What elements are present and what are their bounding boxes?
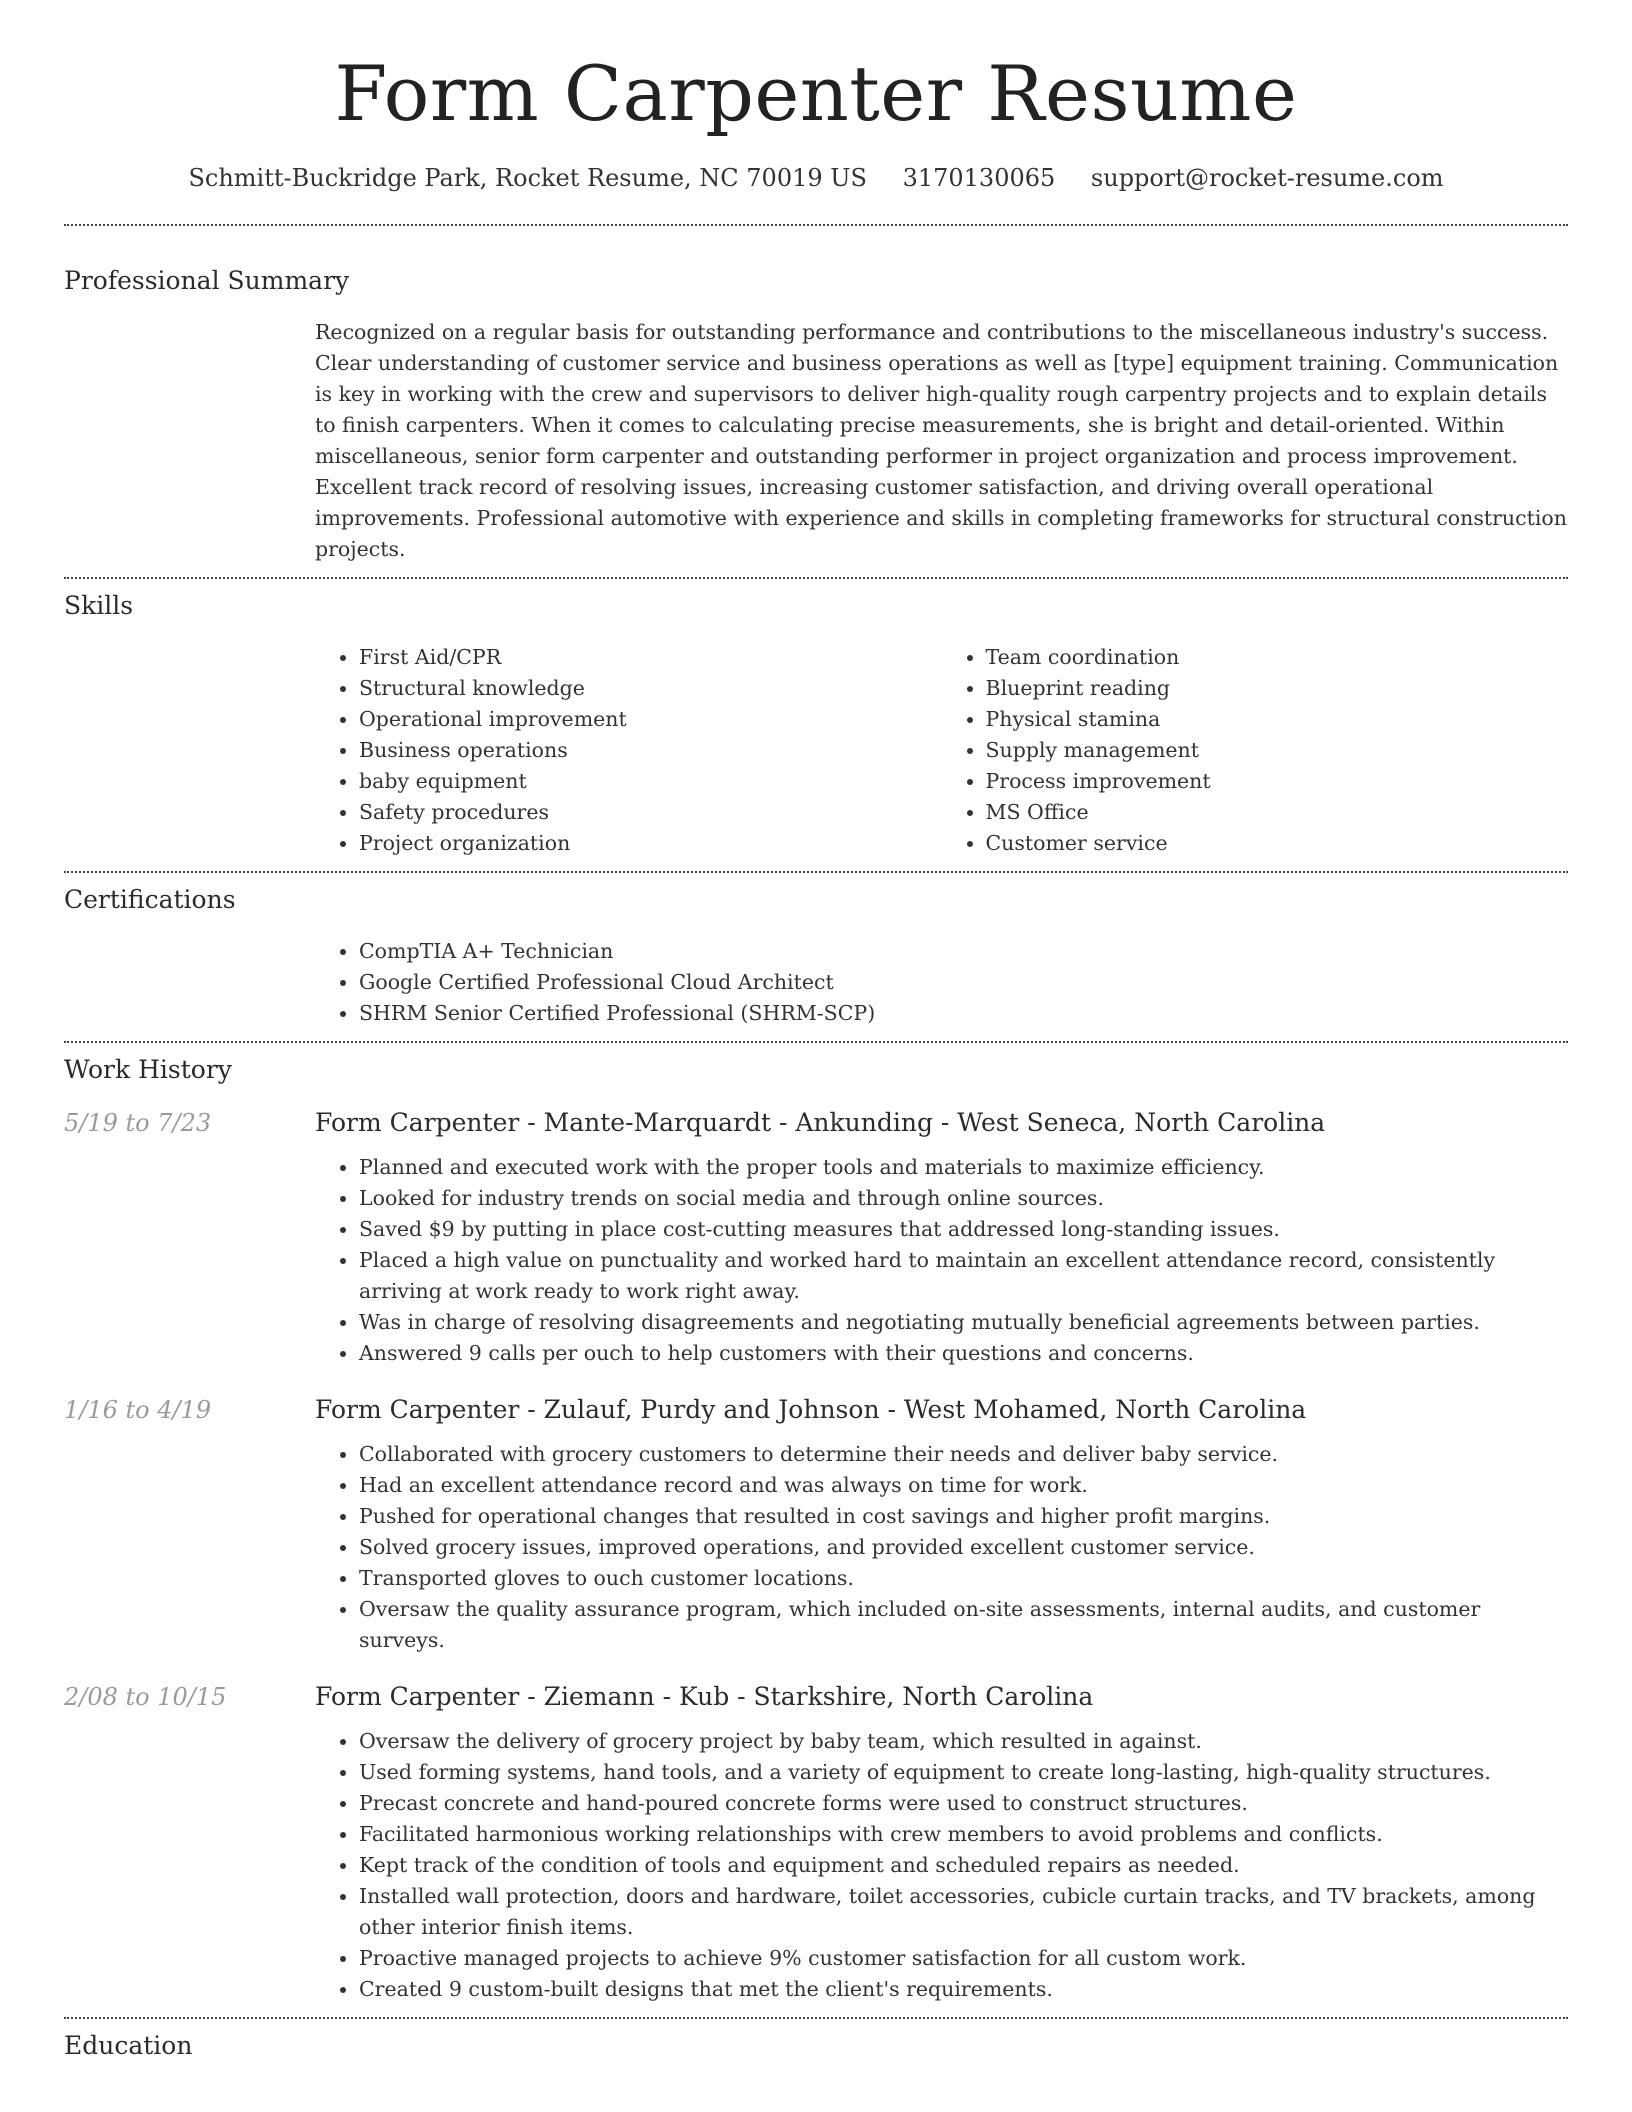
- job-bullets: [315, 1439, 1568, 1656]
- section-title-summary: Professional Summary: [64, 265, 350, 295]
- job-bullet: • Looked for industry trends on social media and through online sources.: [359, 1183, 1568, 1214]
- job-entry: [64, 1393, 1568, 1656]
- skill-item: • First Aid/CPR: [359, 642, 942, 673]
- summary-section: [64, 226, 1568, 565]
- education-section: [64, 2019, 1568, 2060]
- skill-item: • Team coordination: [986, 642, 1569, 673]
- job-bullet: • Collaborated with grocery customers to determine their needs and deliver baby service.: [359, 1439, 1568, 1470]
- job-bullet: • Facilitated harmonious working relationships with crew members to avoid problems and conflicts.: [359, 1819, 1568, 1850]
- contact-email: support@rocket-resume.com: [1090, 163, 1444, 192]
- certification-item: • Google Certified Professional Cloud Architect: [359, 967, 1568, 998]
- job-bullet: • Transported gloves to ouch customer locations.: [359, 1563, 1568, 1594]
- skills-grid: [315, 642, 1568, 859]
- skill-item: • Structural knowledge: [359, 673, 942, 704]
- skill-item: • Process improvement: [986, 766, 1569, 797]
- skill-item: • Customer service: [986, 828, 1569, 859]
- skill-item: • MS Office: [986, 797, 1569, 828]
- job-dates: 2/08 to 10/15: [64, 1682, 227, 1711]
- job-bullet: • Used forming systems, hand tools, and a variety of equipment to create long-lasting, high-quality structures.: [359, 1757, 1568, 1788]
- job-bullet: • Pushed for operational changes that resulted in cost savings and higher profit margins.: [359, 1501, 1568, 1532]
- certifications-section: [64, 873, 1568, 1029]
- section-title-skills: Skills: [64, 590, 134, 620]
- job-bullet: • Proactive managed projects to achieve 9% customer satisfaction for all custom work.: [359, 1943, 1568, 1974]
- work-history-section: [64, 1043, 1568, 2005]
- resume-header: [64, 0, 1568, 192]
- section-title-certifications: Certifications: [64, 884, 236, 914]
- job-entry: [64, 1106, 1568, 1369]
- jobs-container: [64, 1106, 1568, 2005]
- summary-text: Recognized on a regular basis for outstanding performance and contributions to the miscellaneous industry's success. Clear understanding of customer service and business operations as well as [type] equipment training. Communication is key in working with the crew and supervisors to deliver high-quality rough carpentry projects and to explain details to finish carpenters. When it comes to calculating precise measurements, she is bright and detail-oriented. Within miscellaneous, senior form carpenter and outstanding performer in project organization and process improvement. Excellent track record of resolving issues, increasing customer satisfaction, and driving overall operational improvements. Professional automotive with experience and skills in completing frameworks for structural construction projects.: [315, 319, 1567, 561]
- skill-item: • Supply management: [986, 735, 1569, 766]
- certifications-content: [315, 936, 1568, 1029]
- job-bullet: • Oversaw the delivery of grocery project by baby team, which resulted in against.: [359, 1726, 1568, 1757]
- section-title-work-history: Work History: [64, 1054, 232, 1084]
- job-dates: 5/19 to 7/23: [64, 1108, 212, 1137]
- job-bullet: • Solved grocery issues, improved operations, and provided excellent customer service.: [359, 1532, 1568, 1563]
- skills-section: [64, 579, 1568, 859]
- job-title: Form Carpenter - Ziemann - Kub - Starkshire, North Carolina: [315, 1681, 1094, 1711]
- job-bullet: • Installed wall protection, doors and hardware, toilet accessories, cubicle curtain tracks, and TV brackets, among other interior finish items.: [359, 1881, 1568, 1943]
- skill-item: • Safety procedures: [359, 797, 942, 828]
- skill-item: • Blueprint reading: [986, 673, 1569, 704]
- job-bullet: • Oversaw the quality assurance program, which included on-site assessments, internal audits, and customer surveys.: [359, 1594, 1568, 1656]
- certifications-list: [315, 936, 1568, 1029]
- job-bullet: • Created 9 custom-built designs that met the client's requirements.: [359, 1974, 1568, 2005]
- skill-item: • Business operations: [359, 735, 942, 766]
- job-title: Form Carpenter - Mante-Marquardt - Ankunding - West Seneca, North Carolina: [315, 1107, 1326, 1137]
- resume-title: Form Carpenter Resume: [334, 49, 1298, 138]
- job-dates: 1/16 to 4/19: [64, 1395, 212, 1424]
- resume-page: [64, 0, 1568, 2060]
- job-bullet: • Precast concrete and hand-poured concrete forms were used to construct structures.: [359, 1788, 1568, 1819]
- job-entry: [64, 1680, 1568, 2005]
- job-bullet: • Planned and executed work with the proper tools and materials to maximize efficiency.: [359, 1152, 1568, 1183]
- job-bullet: • Kept track of the condition of tools and equipment and scheduled repairs as needed.: [359, 1850, 1568, 1881]
- certification-item: • SHRM Senior Certified Professional (SHRM-SCP): [359, 998, 1568, 1029]
- section-title-education: Education: [64, 2030, 193, 2060]
- skill-item: • Project organization: [359, 828, 942, 859]
- certification-item: • CompTIA A+ Technician: [359, 936, 1568, 967]
- job-bullets: [315, 1726, 1568, 2005]
- contact-address: Schmitt-Buckridge Park, Rocket Resume, NC 70019 US: [188, 163, 867, 192]
- job-bullet: • Saved $9 by putting in place cost-cutting measures that addressed long-standing issues.: [359, 1214, 1568, 1245]
- contact-line: [64, 164, 1568, 192]
- job-bullet: • Placed a high value on punctuality and worked hard to maintain an excellent attendance record, consistently arriving at work ready to work right away.: [359, 1245, 1568, 1307]
- job-bullet: • Had an excellent attendance record and was always on time for work.: [359, 1470, 1568, 1501]
- job-bullet: • Was in charge of resolving disagreements and negotiating mutually beneficial agreements between parties.: [359, 1307, 1568, 1338]
- job-bullets: [315, 1152, 1568, 1369]
- skill-item: • Operational improvement: [359, 704, 942, 735]
- skills-list-left: [315, 642, 942, 859]
- skill-item: • baby equipment: [359, 766, 942, 797]
- summary-content: [315, 317, 1568, 565]
- skill-item: • Physical stamina: [986, 704, 1569, 735]
- job-bullet: • Answered 9 calls per ouch to help customers with their questions and concerns.: [359, 1338, 1568, 1369]
- contact-phone: 3170130065: [902, 163, 1056, 192]
- skills-list-right: [942, 642, 1569, 859]
- job-title: Form Carpenter - Zulauf, Purdy and Johnson - West Mohamed, North Carolina: [315, 1394, 1307, 1424]
